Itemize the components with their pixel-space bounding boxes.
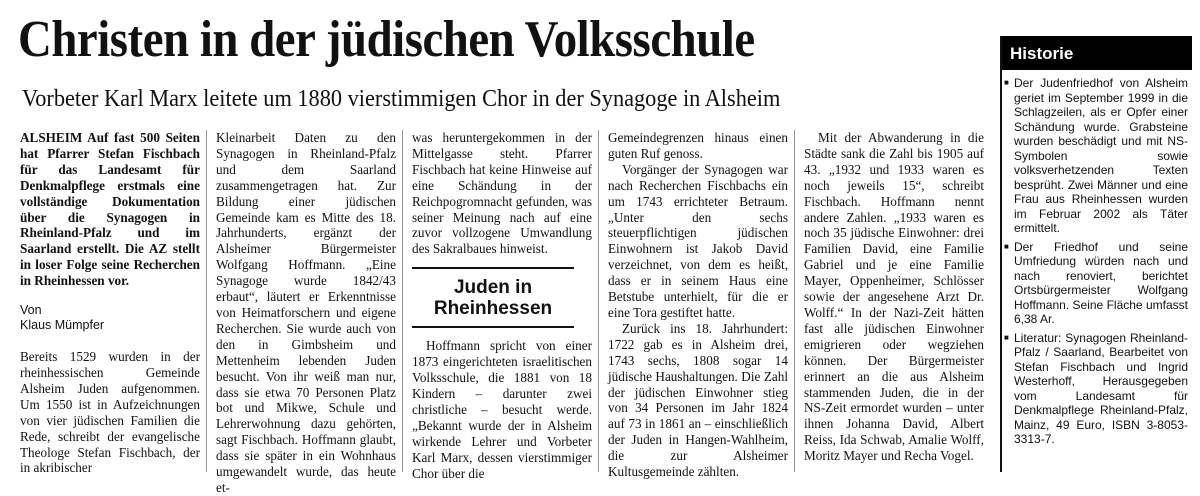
sidebar-item: ■ Literatur: Synagogen Rheinland-Pfalz / Saarland, Bearbeitet von Stefan Fischbach und Ingrid Westerhoff, Herausgegeben vom Landesamt für Denkmalpflege Rheinland-Pfalz, Mainz, 49 Euro, ISBN 3-8053-3313-7.: [1002, 331, 1192, 447]
article-column-5: [804, 130, 984, 464]
article-paragraph: Gemeindegrenzen hinaus einen guten Ruf genoss.: [608, 130, 788, 161]
article-column-2: [216, 130, 396, 496]
headline: Christen in der jüdischen Volksschule: [18, 11, 755, 68]
subheadline: Vorbeter Karl Marx leitete um 1880 vierstimmigen Chor in der Synagoge in Alsheim: [22, 86, 781, 112]
article-paragraph: Kleinarbeit Daten zu den Synagogen in Rheinland-Pfalz und dem Saarland zusammengetragen hat. Zur Bildung einer jüdischen Gemeinde kam es Mitte des 18. Jahrhunderts, ergänzt der Alsheimer Bürgermeister Wolfgang Hoffmann. „Eine Synagoge wurde 1842/43 erbaut“, läutert er Erkenntnisse von Heimatforschern und eigene Recherchen. Sie wurde auch von den in Gimbsheim und Mettenheim lebenden Juden besucht. Von ihr weiß man nur, dass sie etwa 70 Personen Platz bot und Mikwe, Schule und Lehrerwohnung dazu gehörten, sagt Fischbach. Hoffmann glaubt, dass sie später in ein Wohnhaus umgewandelt wurde, das heute et-: [216, 130, 396, 495]
article-column-4: [608, 130, 788, 480]
subheading: Juden in Rheinhessen: [412, 267, 574, 328]
column-divider: [598, 130, 599, 472]
article-paragraph: Bereits 1529 wurden in der rheinhessischen Gemeinde Alsheim Juden aufgenommen. Um 1550 ist in Aufzeichnungen von vier jüdischen Familien die Rede, schreibt der evangelische Theologe Stefan Fischbach, der in akribischer: [20, 349, 200, 476]
column-divider: [206, 130, 207, 472]
article-paragraph: Vorgänger der Synagogen war nach Recherchen Fischbachs ein um 1743 errichteter Betraum. „Unter den sechs steuerpflichtigen jüdischen Einwohnern ist Jakob David verzeichnet, von dem es heißt, dass er in seinem Haus eine Betstube unterhielt, für die er eine Tora gestiftet hatte.: [608, 161, 788, 320]
article-column-1: [20, 130, 200, 476]
article-paragraph: was heruntergekommen in der Mittelgasse steht. Pfarrer Fischbach hat keine Hinweise auf eine Schändung in der Reichpogromnacht gefunden, was seiner Meinung nach auf eine zuvor vollzogene Umwandlung des Sakralbaues hinweist.: [412, 130, 592, 257]
article-column-3: [412, 130, 592, 481]
column-divider: [794, 130, 795, 472]
history-sidebar: [1000, 36, 1192, 472]
sidebar-title: Historie: [1002, 36, 1192, 70]
column-divider: [402, 130, 403, 472]
sidebar-item: ■ Der Judenfriedhof von Alsheim geriet im September 1999 in die Schlagzeilen, als er Opfer einer Schändung wurde. Grabsteine wurden beschädigt und mit NS-Symbolen sowie volksverhetzenden Texten besprüht. Zwei Männer und eine Frau aus Rheinhessen wurden im Februar 2002 als Täter ermittelt.: [1002, 76, 1192, 236]
article-paragraph: Zurück ins 18. Jahrhundert: 1722 gab es in Alsheim drei, 1743 sechs, 1808 sogar 14 jüdische Haushaltungen. Die Zahl der jüdischen Einwohner stieg von 34 Personen im Jahr 1824 auf 73 in 1861 an – einschließlich der Juden in Hangen-Wahlheim, die zur Alsheimer Kultusgemeinde zählten.: [608, 320, 788, 480]
article-lead: ALSHEIM Auf fast 500 Seiten hat Pfarrer Stefan Fischbach für das Landesamt für Denkmalpflege erstmals eine vollständige Dokumentation über die Synagogen in Rheinland-Pfalz und im Saarland erstellt. Die AZ stellt in loser Folge seine Recherchen in Rheinhessen vor.: [20, 130, 200, 289]
sidebar-item: ■ Der Friedhof und seine Umfriedung würden nach und nach renoviert, berichtet Ortsbürgermeister Wolfgang Hoffmann. Seine Fläche umfasst 6,38 Ar.: [1002, 240, 1192, 327]
article-paragraph: Hoffmann spricht von einer 1873 eingerichteten israelitischen Volksschule, die 1881 von 18 Kindern – darunter zwei christliche – besucht werde. „Bekannt wurde der in Alsheim wirkende Lehrer und Vorbeter Karl Marx, dessen vierstimmiger Chor über die: [412, 338, 592, 481]
article-paragraph: Mit der Abwanderung in die Städte sank die Zahl bis 1905 auf 43. „1932 und 1933 waren es noch jeweils 15“, schreibt Fischbach. Hoffmann nennt andere Zahlen. „1933 waren es noch 35 jüdische Einwohner: drei Familien David, eine Familie Gabriel und je eine Familie Mayer, Oppenheimer, Schlösser sowie der angesehene Arzt Dr. Wolff.“ In der Nazi-Zeit hätten fast alle jüdischen Einwohner emigrieren oder wegziehen können. Der Bürgermeister erinnert an die aus Alsheim stammenden Juden, die in der NS-Zeit ermordet wurden – unter ihnen Johanna David, Albert Reiss, Ida Schwab, Amalie Wolff, Moritz Mayer und Recha Vogel.: [804, 130, 984, 464]
byline-von: Von: [20, 303, 42, 318]
byline-author: Klaus Mümpfer: [20, 318, 105, 333]
byline: [20, 303, 200, 333]
